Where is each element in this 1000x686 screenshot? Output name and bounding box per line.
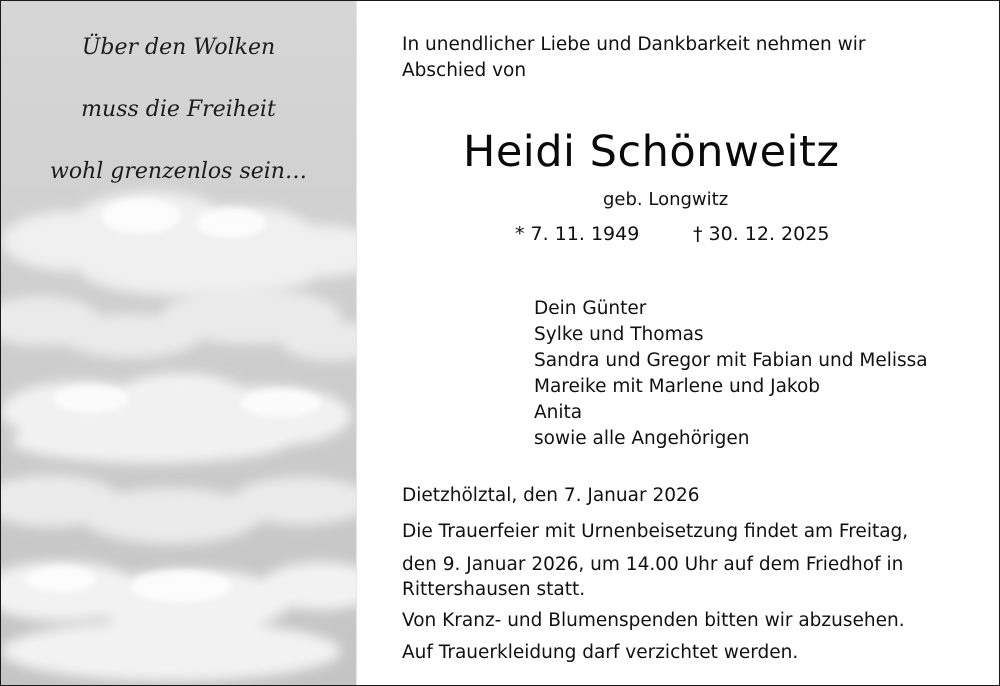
mourner-2: Sylke und Thomas	[534, 324, 704, 345]
panel-divider	[356, 1, 357, 685]
place-date: Dietzhölztal, den 7. Januar 2026	[402, 485, 700, 506]
mourner-3: Sandra und Gregor mit Fabian und Melissa	[534, 350, 928, 371]
death-date: † 30. 12. 2025	[693, 223, 830, 245]
mourner-4: Mareike mit Marlene und Jakob	[534, 376, 821, 397]
birth-date: * 7. 11. 1949	[515, 223, 640, 245]
intro-line-1: In unendlicher Liebe und Dankbarkeit nehmen wir	[402, 34, 866, 55]
poem-line-2: muss die Freiheit	[81, 97, 276, 122]
notice-line-1: Die Trauerfeier mit Urnenbeisetzung findet am Freitag,	[402, 521, 909, 542]
mourner-1: Dein Günter	[534, 298, 647, 319]
notice-line-5: Auf Trauerkleidung darf verzichtet werden.	[402, 642, 799, 663]
notice-line-3: Rittershausen statt.	[402, 579, 586, 600]
mourner-5: Anita	[534, 402, 583, 423]
poem-line-1: Über den Wolken	[81, 35, 276, 60]
mourner-6: sowie alle Angehörigen	[534, 428, 750, 449]
deceased-name: Heidi Schönweitz	[463, 127, 840, 177]
notice-line-2: den 9. Januar 2026, um 14.00 Uhr auf dem Friedhof in	[402, 554, 904, 575]
poem-line-3: wohl grenzenlos sein…	[50, 159, 307, 184]
maiden-name: geb. Longwitz	[603, 189, 729, 210]
intro-line-2: Abschied von	[402, 60, 527, 81]
cloud-image-panel	[1, 1, 356, 685]
notice-line-4: Von Kranz- und Blumenspenden bitten wir abzusehen.	[402, 610, 905, 631]
